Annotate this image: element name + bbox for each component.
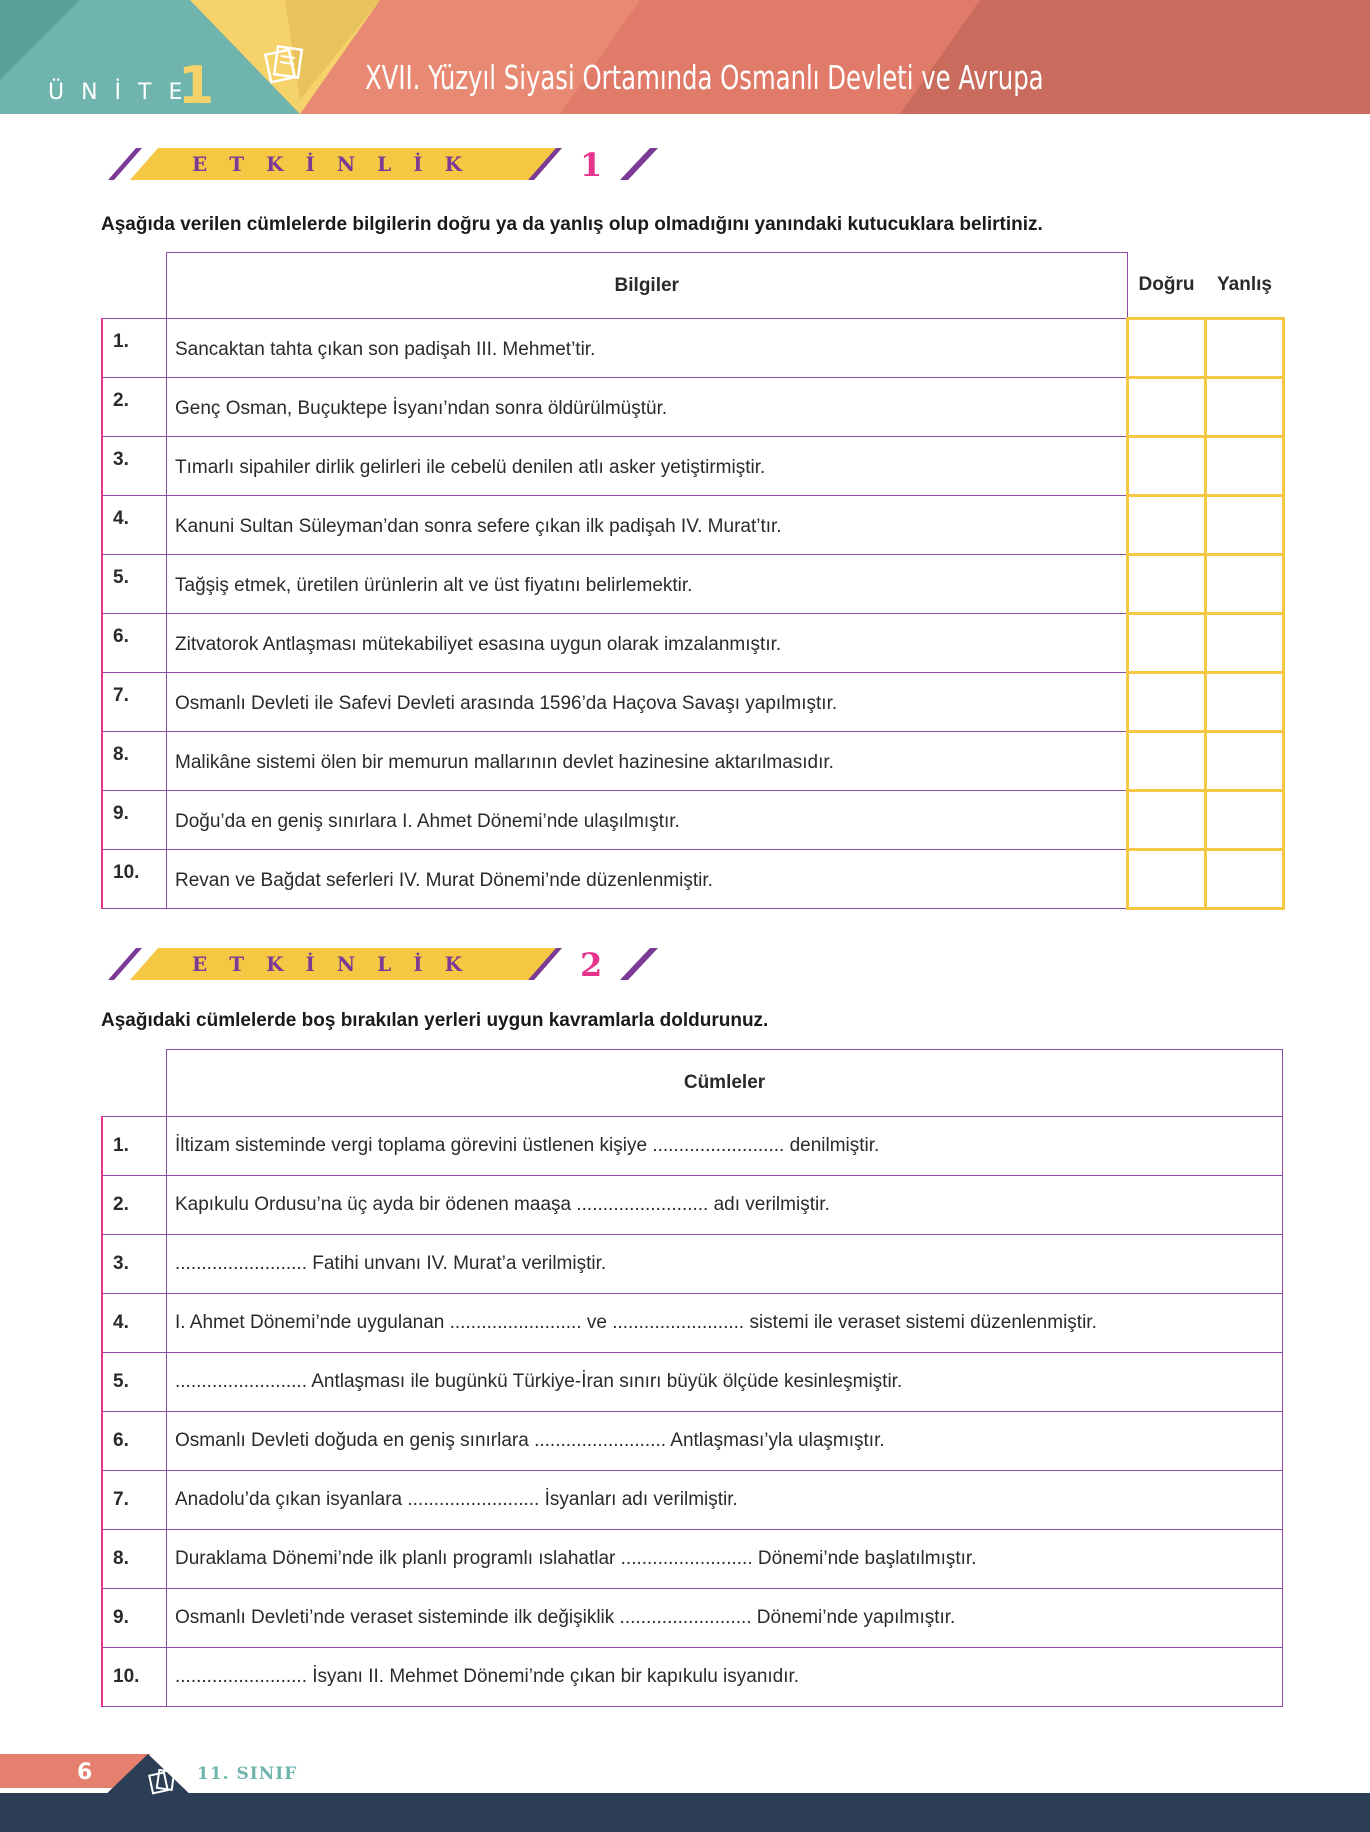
table-row <box>102 791 1284 850</box>
false-checkbox[interactable] <box>1206 496 1284 555</box>
row-number: 8. <box>102 1530 167 1589</box>
table-row <box>102 850 1284 909</box>
column-header-false: Yanlış <box>1217 273 1272 295</box>
table-header-row <box>102 1050 1283 1117</box>
table-row <box>102 496 1284 555</box>
true-false-table <box>101 252 1285 910</box>
sentence-text: ......................... Fatihi unvanı IV. Murat’a verilmiştir. <box>167 1235 1283 1294</box>
row-number: 8. <box>102 732 167 791</box>
false-checkbox[interactable] <box>1206 378 1284 437</box>
table-row <box>102 1648 1283 1707</box>
table-row <box>102 1412 1283 1471</box>
statement-text: Sancaktan tahta çıkan son padişah III. Mehmet’tir. <box>167 319 1128 378</box>
sentence-text: Osmanlı Devleti doğuda en geniş sınırlara ......................... Antlaşması’yla ulaşmıştır. <box>167 1412 1283 1471</box>
statement-text: Kanuni Sultan Süleyman’dan sonra sefere çıkan ilk padişah IV. Murat’tır. <box>167 496 1128 555</box>
statement-text: Revan ve Bağdat seferleri IV. Murat Dönemi’nde düzenlenmiştir. <box>167 850 1128 909</box>
false-checkbox[interactable] <box>1206 850 1284 909</box>
row-number: 1. <box>102 1117 167 1176</box>
activity-1-banner <box>100 144 670 184</box>
sentence-text: ......................... İsyanı II. Mehmet Dönemi’nde çıkan bir kapıkulu isyanıdır. <box>167 1648 1283 1707</box>
statement-text: Tağşiş etmek, üretilen ürünlerin alt ve üst fiyatını belirlemektir. <box>167 555 1128 614</box>
page-header <box>0 0 1370 114</box>
fill-in-blank-table <box>101 1049 1283 1707</box>
column-header-sentences: Cümleler <box>167 1050 1283 1117</box>
row-number: 3. <box>102 437 167 496</box>
sentence-text: Osmanlı Devleti’nde veraset sisteminde ilk değişiklik ......................... Dönemi’nde yapılmıştır. <box>167 1589 1283 1648</box>
activity-1-instruction: Aşağıda verilen cümlelerde bilgilerin doğru ya da yanlış olup olmadığını yanındaki kutucuklara belirtiniz. <box>101 214 1043 235</box>
true-checkbox[interactable] <box>1127 614 1206 673</box>
footer-background <box>0 1740 1370 1832</box>
activity-label: ETKİNLİK <box>192 952 484 976</box>
true-checkbox[interactable] <box>1127 437 1206 496</box>
column-header-info: Bilgiler <box>167 253 1128 319</box>
table-row <box>102 1117 1283 1176</box>
table-row <box>102 732 1284 791</box>
row-number: 10. <box>102 1648 167 1707</box>
row-number: 2. <box>102 1176 167 1235</box>
false-checkbox[interactable] <box>1206 614 1284 673</box>
false-checkbox[interactable] <box>1206 437 1284 496</box>
unit-number: 1 <box>178 56 215 114</box>
row-number: 1. <box>102 319 167 378</box>
sentence-text: Kapıkulu Ordusu’na üç ayda bir ödenen maaşa ......................... adı verilmiştir. <box>167 1176 1283 1235</box>
table-row <box>102 673 1284 732</box>
table-row <box>102 1176 1283 1235</box>
row-number: 2. <box>102 378 167 437</box>
column-header-true: Doğru <box>1138 273 1195 295</box>
statement-text: Osmanlı Devleti ile Safevi Devleti arasında 1596’da Haçova Savaşı yapılmıştır. <box>167 673 1128 732</box>
statement-text: Tımarlı sipahiler dirlik gelirleri ile cebelü denilen atlı asker yetiştirmiştir. <box>167 437 1128 496</box>
sentence-text: Anadolu’da çıkan isyanlara ......................... İsyanları adı verilmiştir. <box>167 1471 1283 1530</box>
row-number: 3. <box>102 1235 167 1294</box>
activity-number: 2 <box>580 946 603 984</box>
true-checkbox[interactable] <box>1127 496 1206 555</box>
activity-2-banner <box>100 944 670 984</box>
row-number: 6. <box>102 1412 167 1471</box>
activity-2-instruction: Aşağıdaki cümlelerde boş bırakılan yerleri uygun kavramlarla doldurunuz. <box>101 1010 769 1031</box>
row-number: 7. <box>102 1471 167 1530</box>
row-number: 5. <box>102 555 167 614</box>
table-row <box>102 1471 1283 1530</box>
false-checkbox[interactable] <box>1206 319 1284 378</box>
grade-label: 11. SINIF <box>197 1764 298 1784</box>
sentence-text: İltizam sisteminde vergi toplama görevini üstlenen kişiye ......................... denilmiştir. <box>167 1117 1283 1176</box>
true-checkbox[interactable] <box>1127 378 1206 437</box>
sentence-text: I. Ahmet Dönemi’nde uygulanan ......................... ve ......................... sistemi ile veraset sistemi düzenlenmiştir. <box>167 1294 1283 1353</box>
sentence-text: ......................... Antlaşması ile bugünkü Türkiye-İran sınırı büyük ölçüde kesinleşmiştir. <box>167 1353 1283 1412</box>
table-row <box>102 555 1284 614</box>
documents-icon <box>148 1768 178 1796</box>
row-number: 4. <box>102 1294 167 1353</box>
false-checkbox[interactable] <box>1206 555 1284 614</box>
activity-label: ETKİNLİK <box>192 152 484 176</box>
true-checkbox[interactable] <box>1127 555 1206 614</box>
unit-label: ÜNİTE <box>48 80 200 105</box>
row-number: 4. <box>102 496 167 555</box>
false-checkbox[interactable] <box>1206 732 1284 791</box>
row-number: 9. <box>102 791 167 850</box>
table-row <box>102 614 1284 673</box>
page-footer <box>0 1740 1370 1832</box>
statement-text: Malikâne sistemi ölen bir memurun mallarının devlet hazinesine aktarılmasıdır. <box>167 732 1128 791</box>
table-row <box>102 1589 1283 1648</box>
table-header-row <box>102 253 1284 319</box>
activity-number: 1 <box>580 146 603 184</box>
table-row <box>102 1235 1283 1294</box>
statement-text: Doğu’da en geniş sınırlara I. Ahmet Dönemi’nde ulaşılmıştır. <box>167 791 1128 850</box>
table-row <box>102 1530 1283 1589</box>
sentence-text: Duraklama Dönemi’nde ilk planlı programlı ıslahatlar ......................... Dönemi’nde başlatılmıştır. <box>167 1530 1283 1589</box>
row-number: 6. <box>102 614 167 673</box>
true-checkbox[interactable] <box>1127 319 1206 378</box>
true-checkbox[interactable] <box>1127 850 1206 909</box>
false-checkbox[interactable] <box>1206 791 1284 850</box>
table-row <box>102 1353 1283 1412</box>
table-row <box>102 378 1284 437</box>
row-number: 9. <box>102 1589 167 1648</box>
documents-icon <box>262 44 306 84</box>
table-row <box>102 1294 1283 1353</box>
table-row <box>102 319 1284 378</box>
true-checkbox[interactable] <box>1127 791 1206 850</box>
page-number: 6 <box>77 1760 93 1785</box>
statement-text: Zitvatorok Antlaşması mütekabiliyet esasına uygun olarak imzalanmıştır. <box>167 614 1128 673</box>
row-number: 5. <box>102 1353 167 1412</box>
statement-text: Genç Osman, Buçuktepe İsyanı’ndan sonra öldürülmüştür. <box>167 378 1128 437</box>
false-checkbox[interactable] <box>1206 673 1284 732</box>
table-row <box>102 437 1284 496</box>
true-checkbox[interactable] <box>1127 732 1206 791</box>
chapter-title: XVII. Yüzyıl Siyasi Ortamında Osmanlı Devleti ve Avrupa <box>365 58 1044 97</box>
row-number: 10. <box>102 850 167 909</box>
row-number: 7. <box>102 673 167 732</box>
true-checkbox[interactable] <box>1127 673 1206 732</box>
